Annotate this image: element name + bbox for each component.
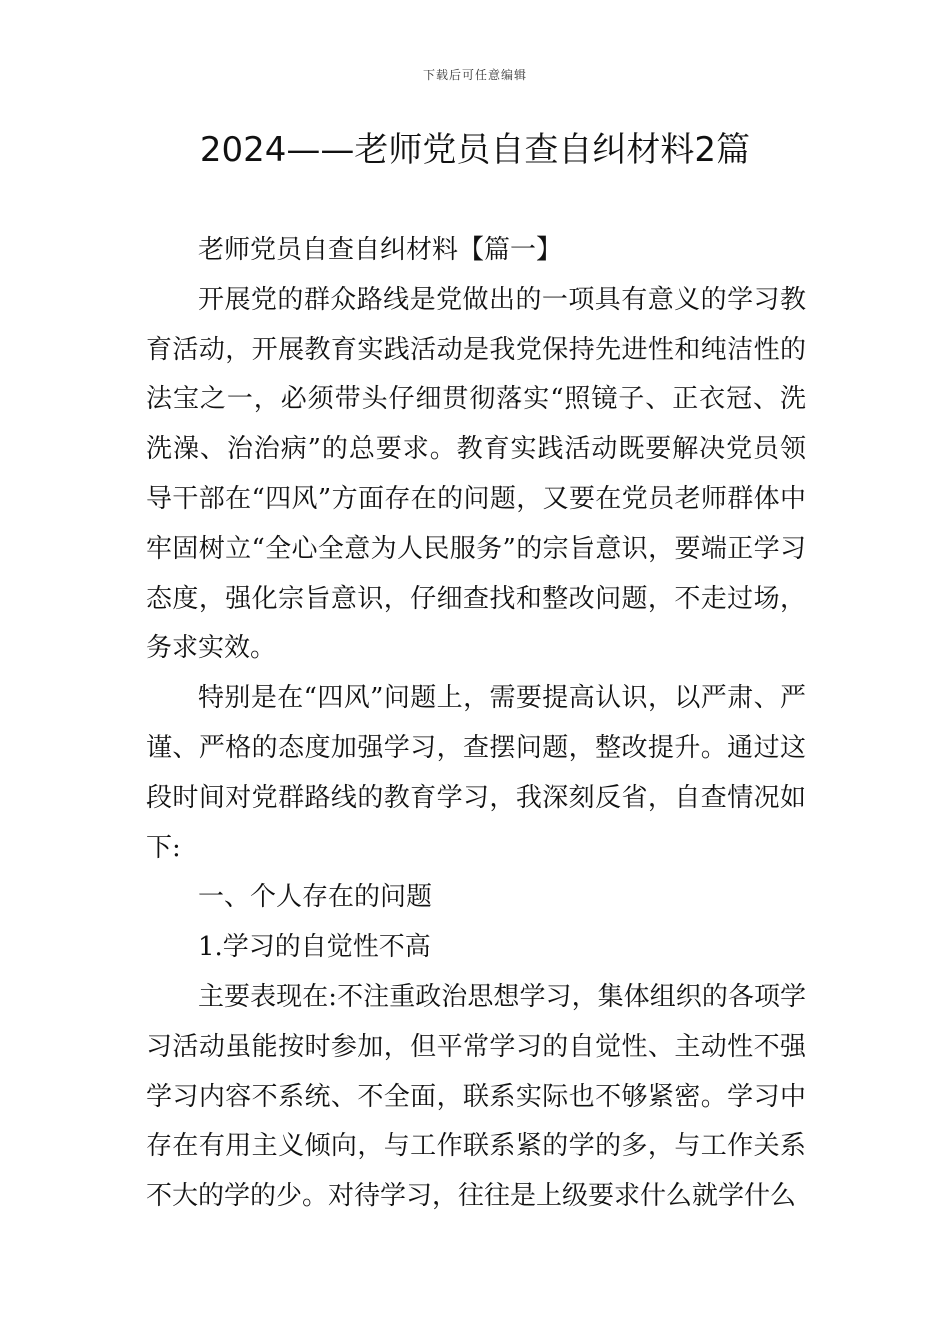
subsection-heading: 一、个人存在的问题 xyxy=(198,882,433,913)
section-heading: 老师党员自查自纠材料【篇一】 xyxy=(198,235,563,265)
item-heading: 1.学习的自觉性不高 xyxy=(198,932,431,963)
header-note: 下载后可任意编辑 xyxy=(422,68,527,82)
document-title: 2024——老师党员自查自纠材料2篇 xyxy=(199,130,751,170)
body-paragraph: 特别是在“四风”问题上，需要提高认识，以严肃、严谨、严格的态度加强学习，查摆问题，整改提升。通过这段时间对党群路线的教育学习，我深刻反省，自查情况如下: xyxy=(146,683,806,863)
body-paragraph: 主要表现在:不注重政治思想学习，集体组织的各项学习活动虽能按时参加，但平常学习的自觉性、主动性不强学习内容不系统、不全面，联系实际也不够紧密。学习中存在有用主义倾向，与工作联系紧的学的多，与工作关系不大的学的少。对待学习，往往是上级要求什么就学什么 xyxy=(146,981,806,1212)
body-paragraph: 开展党的群众路线是党做出的一项具有意义的学习教育活动，开展教育实践活动是我党保持先进性和纯洁性的法宝之一，必须带头仔细贯彻落实“照镜子、正衣冠、洗洗澡、治治病”的总要求。教育实践活动既要解决党员领导干部在“四风”方面存在的问题，又要在党员老师群体中牢固树立“全心全意为人民服务”的宗旨意识，要端正学习态度，强化宗旨意识，仔细查找和整改问题，不走过场，务求实效。 xyxy=(146,284,806,664)
document-body xyxy=(146,226,806,1222)
